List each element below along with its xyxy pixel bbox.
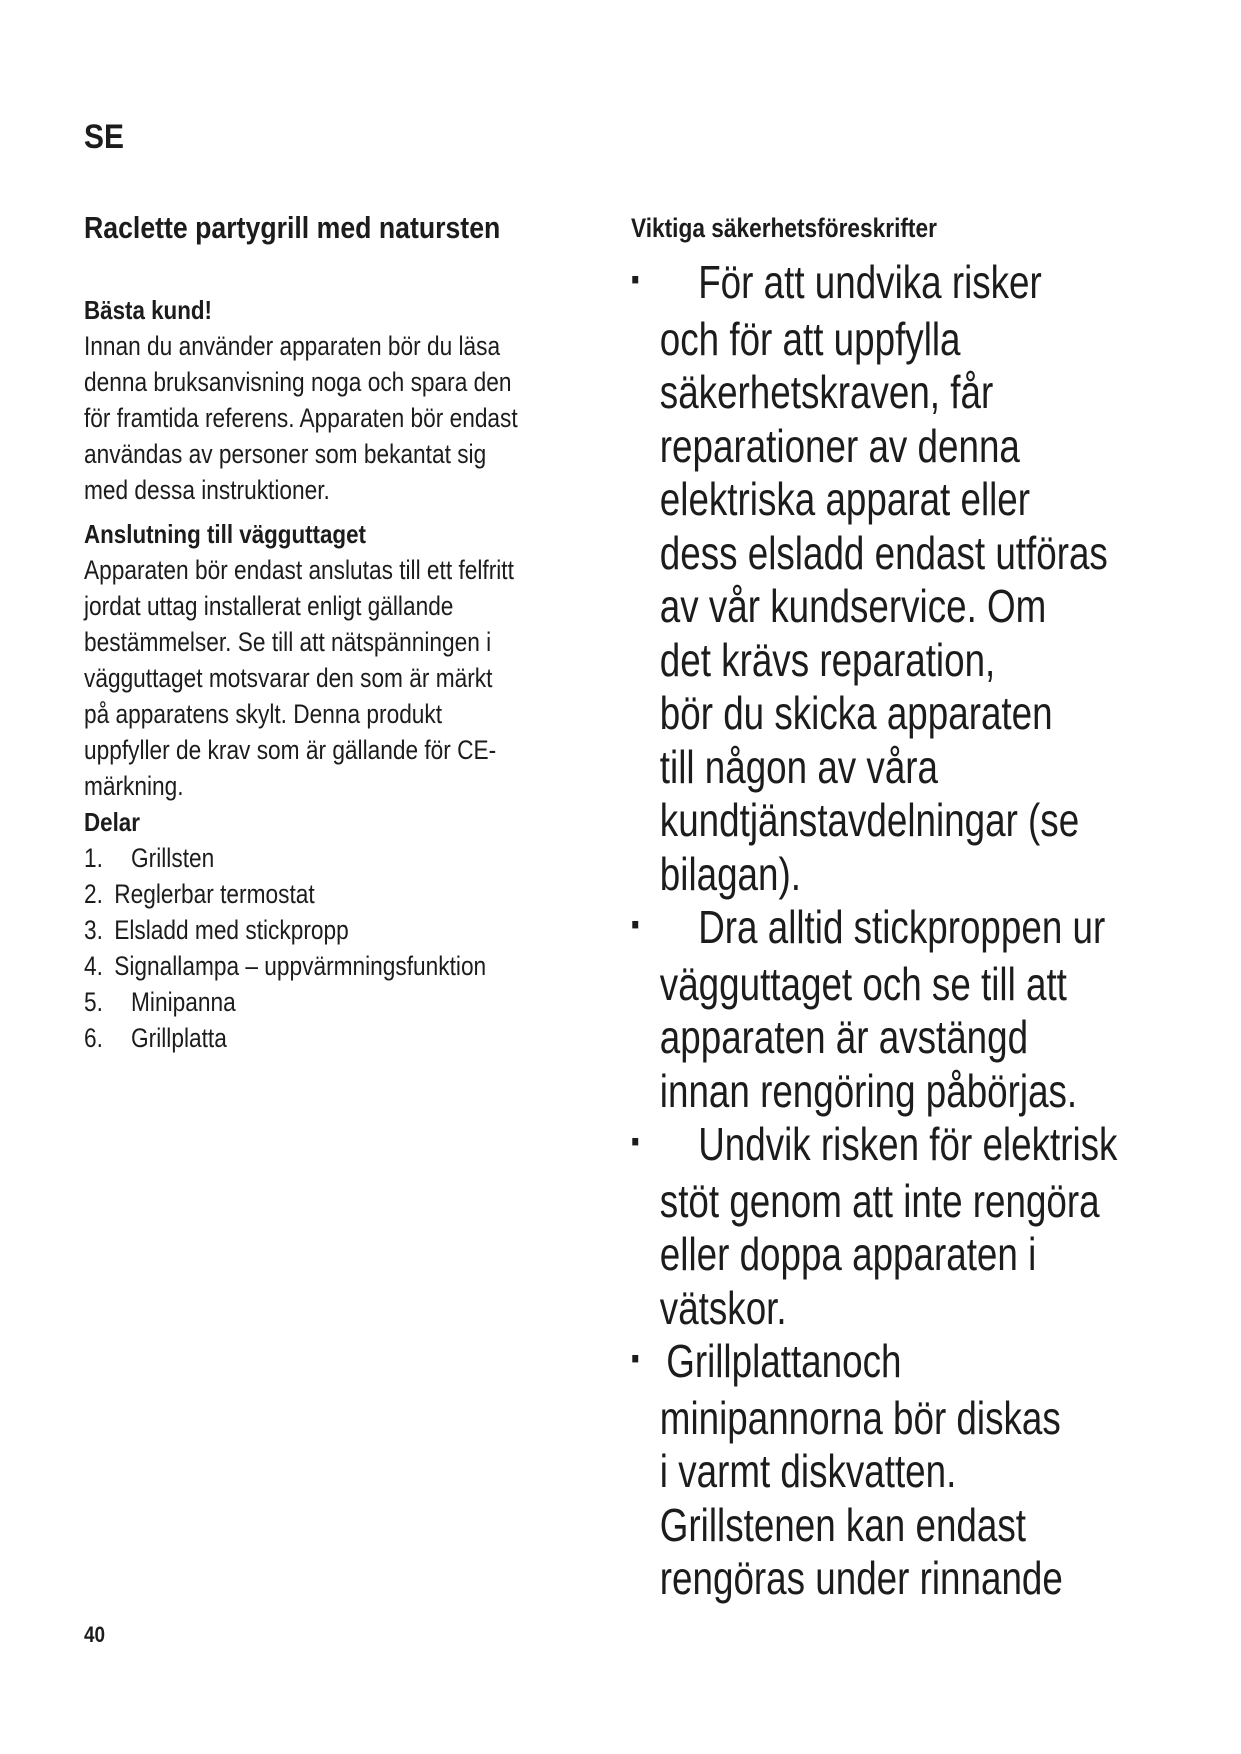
safety-item-line: av vår kundservice. Om [659,580,1047,633]
safety-item-line: säkerhetskraven, får [659,366,994,419]
greeting-line: med dessa instruktioner. [84,475,330,505]
safety-item-first-line: Undvik risken för elektrisk [698,1118,1118,1171]
greeting-section [84,292,644,508]
language-code: SE [84,118,124,156]
connection-line: på apparatens skylt. Denna produkt [84,699,443,729]
safety-item-line: vägguttaget och se till att [659,957,1067,1010]
safety-list [631,256,1241,1606]
parts-item-number: 3. [84,915,103,945]
greeting-line: denna bruksanvisning noga och spara den [84,367,512,397]
left-column [84,210,644,1053]
connection-section [84,516,644,804]
page-number: 40 [84,1622,106,1647]
parts-item-number: 1. [84,843,103,873]
connection-line: bestämmelser. Se till att nätspänningen i [84,627,492,657]
safety-item-line: elektriska apparat eller [659,473,1031,526]
safety-item [631,901,1172,1118]
connection-line: märkning. [84,771,184,801]
right-column [631,210,1191,1605]
parts-item [84,912,644,948]
greeting-line: användas av personer som bekantat sig [84,439,487,469]
parts-item [84,840,644,876]
parts-item-label: Minipanna [131,987,236,1017]
safety-item-line: till någon av våra [659,740,939,793]
greeting-line: för framtida referens. Apparaten bör endast [84,403,518,433]
parts-item-label: Grillplatta [131,1023,227,1053]
safety-item-first-line: Grillplattanoch [666,1335,902,1388]
safety-item-line: bilagan). [659,847,801,900]
bullet-icon: ▪ [631,1125,640,1159]
safety-item-first-line: Dra alltid stickproppen ur [698,901,1106,954]
parts-item [84,876,644,912]
greeting-body [84,328,644,508]
connection-line: jordat uttag installerat enligt gällande [84,591,454,621]
parts-item [84,948,644,984]
parts-item [84,984,644,1020]
safety-item-line: innan rengöring påbörjas. [659,1064,1078,1117]
bullet-icon: ▪ [631,1342,640,1376]
safety-item-line: bör du skicka apparaten [659,687,1053,740]
greeting-heading: Bästa kund! [84,295,212,325]
parts-item-number: 4. [84,951,103,981]
safety-item-line: reparationer av denna [659,419,1020,472]
parts-item-label: Signallampa – uppvärmningsfunktion [114,951,487,981]
safety-item-line: rengöras under rinnande [659,1552,1063,1605]
safety-item-line: det krävs reparation, [659,633,996,686]
parts-list [84,840,644,1056]
safety-item-line: apparaten är avstängd [659,1011,1029,1064]
parts-heading: Delar [84,807,140,837]
parts-item-label: Grillsten [131,843,215,873]
safety-item-line: stöt genom att inte rengöra [659,1174,1100,1227]
document-title: Raclette partygrill med natursten [84,210,501,245]
safety-item [631,1118,1172,1335]
parts-item-number: 2. [84,879,103,909]
connection-line: Apparaten bör endast anslutas till ett felfritt [84,555,514,585]
connection-body [84,552,644,804]
parts-item-number: 6. [84,1023,103,1053]
safety-item [631,1335,1172,1606]
safety-item-line: eller doppa apparaten i [659,1228,1037,1281]
safety-item-line: dess elsladd endast utföras [659,526,1108,579]
safety-item-line: kundtjänstavdelningar (se [659,794,1080,847]
parts-section [84,804,644,1056]
safety-item-line: i varmt diskvatten. [659,1445,957,1498]
safety-item-first-line: För att undvika risker [698,256,1042,308]
bullet-icon: ▪ [631,263,640,297]
parts-item-label: Elsladd med stickpropp [114,915,349,945]
connection-heading: Anslutning till vägguttaget [84,519,366,549]
safety-item-line: och för att uppfylla [659,312,961,365]
safety-item [631,256,1172,901]
connection-line: uppfyller de krav som är gällande för CE- [84,735,497,765]
parts-item [84,1020,644,1056]
safety-heading: Viktiga säkerhetsföreskrifter [631,213,937,243]
parts-item-number: 5. [84,987,103,1017]
safety-item-line: vätskor. [659,1281,787,1334]
connection-line: vägguttaget motsvarar den som är märkt [84,663,493,693]
safety-item-line: Grillstenen kan endast [659,1498,1026,1551]
bullet-icon: ▪ [631,908,640,942]
parts-item-label: Reglerbar termostat [114,879,315,909]
greeting-line: Innan du använder apparaten bör du läsa [84,331,501,361]
safety-item-line: minipannorna bör diskas [659,1391,1061,1444]
